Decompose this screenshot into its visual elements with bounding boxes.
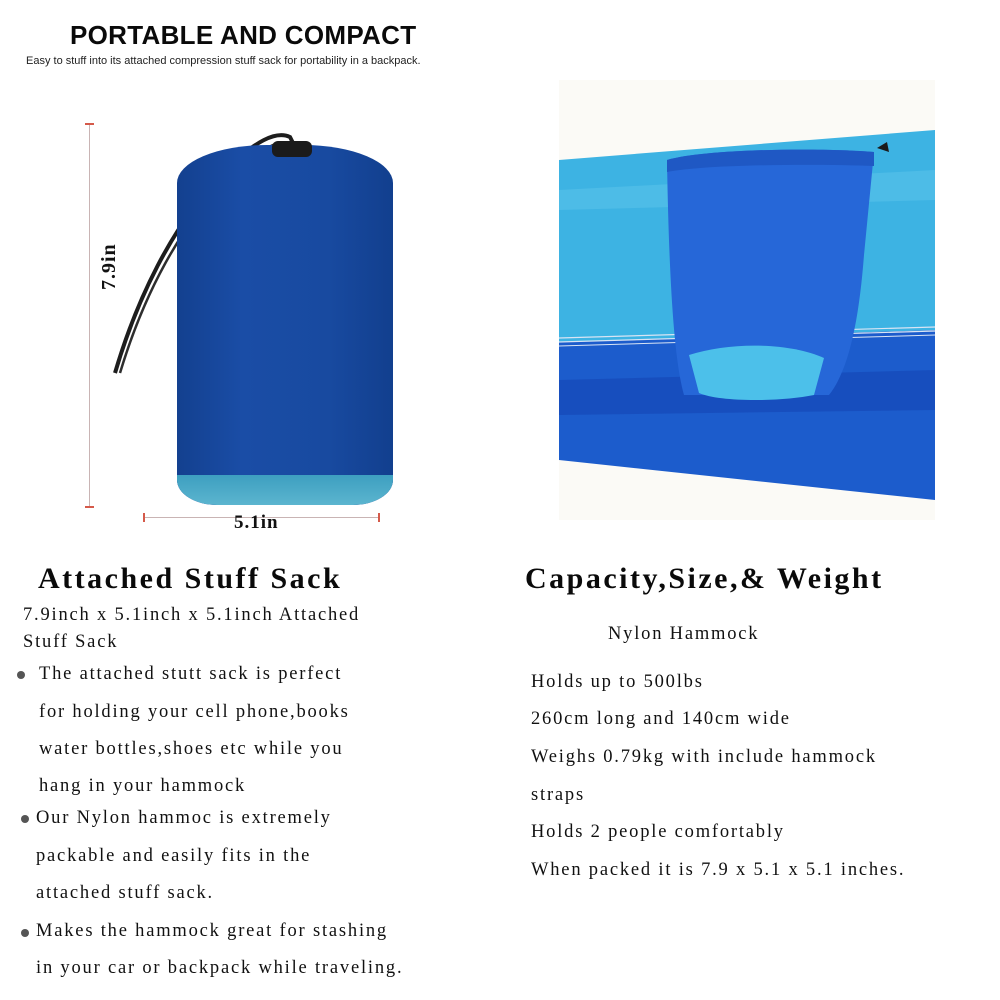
height-dimension-label: 7.9in [98,243,120,290]
bullet-icon [17,671,25,679]
bullet-text: The attached stutt sack is perfect [39,664,343,684]
bullet-text: in your car or backpack while traveling. [36,958,404,978]
spec-line: Holds 2 people comfortably [531,822,785,842]
spec-line: Holds up to 500lbs [531,672,704,692]
section-title-capacity: Capacity,Size,& Weight [525,562,884,595]
bullet-icon [21,815,29,823]
spec-line: Weighs 0.79kg with include hammock [531,747,877,767]
bullet-icon [21,929,29,937]
spec-line: 7.9inch x 5.1inch x 5.1inch Attached [23,605,361,625]
bullet-text: Makes the hammock great for stashing [36,921,388,941]
page-subtitle: Easy to stuff into its attached compression stuff sack for portability in a backpack. [26,55,421,67]
spec-line: straps [531,785,585,805]
spec-line: 260cm long and 140cm wide [531,709,791,729]
page-title: PORTABLE AND COMPACT [70,20,417,50]
cord-lock-icon [272,141,312,157]
sack-body [177,145,393,505]
hammock-illustration [559,80,935,520]
bullet-text: hang in your hammock [39,776,247,796]
section-subtitle: Nylon Hammock [608,624,760,644]
spec-line: Stuff Sack [23,632,119,652]
bullet-text: attached stuff sack. [36,883,214,903]
width-dimension-label: 5.1in [234,512,279,533]
section-title-stuff-sack: Attached Stuff Sack [38,562,343,595]
bullet-text: for holding your cell phone,books [39,702,350,722]
stuff-sack-image [80,115,400,535]
hammock-with-sack-photo [559,80,935,520]
sack-bottom [177,475,393,505]
spec-line: When packed it is 7.9 x 5.1 x 5.1 inches. [531,860,906,880]
bullet-text: water bottles,shoes etc while you [39,739,344,759]
bullet-text: Our Nylon hammoc is extremely [36,808,332,828]
bullet-text: packable and easily fits in the [36,846,312,866]
